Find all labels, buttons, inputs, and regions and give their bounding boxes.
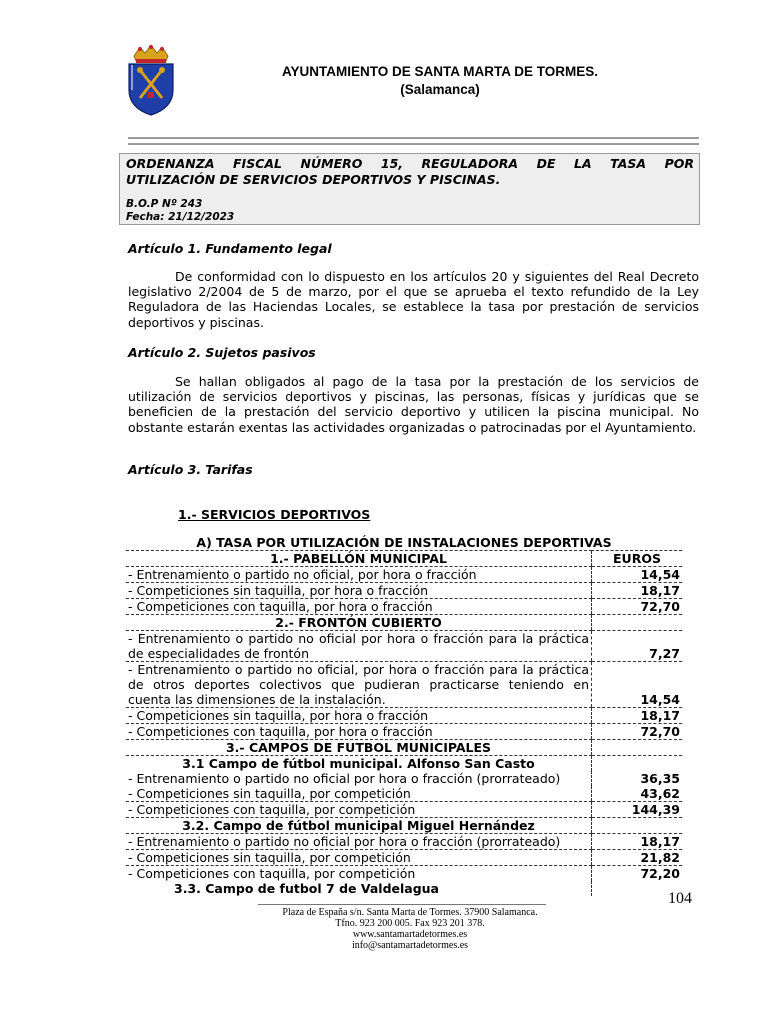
euros-header: EUROS [592, 551, 683, 567]
section-campos: 3.- CAMPOS DE FUTBOL MUNICIPALES [126, 740, 592, 756]
row-label: - Entrenamiento o partido no oficial por hora o fracción (prorrateado) [128, 771, 561, 786]
article-2-heading: Artículo 2. Sujetos pasivos [128, 345, 316, 360]
tariff-title: A) TASA POR UTILIZACIÓN DE INSTALACIONES DEPORTIVAS [126, 535, 682, 551]
row-price: 72,70 [592, 599, 683, 615]
table-row [126, 708, 682, 724]
section-pabellon: 1.- PABELLÓN MUNICIPAL [126, 551, 592, 567]
subsection-3-1: 3.1 Campo de fútbol municipal. Alfonso San Casto [182, 756, 535, 771]
row-label: - Entrenamiento o partido no oficial por hora o fracción para la práctica de especialidades de frontón [126, 631, 592, 662]
row-price: 18,17 [592, 708, 683, 724]
table-row [126, 535, 682, 551]
footer-phone: Tfno. 923 200 005. Fax 923 201 378. [335, 918, 485, 929]
table-row [126, 662, 682, 708]
row-price: 36,35 [592, 771, 683, 786]
row-price: 144,39 [592, 802, 683, 818]
table-row [126, 724, 682, 740]
empty-price [592, 740, 683, 756]
row-price: 18,17 [592, 834, 683, 850]
row-price: 14,54 [592, 662, 683, 708]
row-price: 7,27 [592, 631, 683, 662]
table-row [126, 567, 682, 583]
table-row [126, 756, 682, 772]
table-row [126, 786, 682, 802]
table-row [126, 850, 682, 866]
footer-divider [258, 904, 546, 905]
table-row [126, 740, 682, 756]
page-title: AYUNTAMIENTO DE SANTA MARTA DE TORMES. [281, 64, 598, 79]
empty-price [592, 818, 683, 834]
empty-price [592, 756, 683, 772]
subsection-3-3: 3.3. Campo de futbol 7 de Valdelagua [174, 881, 439, 896]
table-row [126, 881, 682, 896]
row-label: - Competiciones con taquilla, por competición [126, 802, 592, 818]
footer-address: Plaza de España s/n. Santa Marta de Tormes. 37900 Salamanca. [282, 907, 538, 918]
divider [128, 137, 699, 139]
table-row [126, 834, 682, 850]
publication-date: Fecha: 21/12/2023 [126, 211, 235, 223]
ordinance-header-box [119, 153, 700, 225]
article-2-text: Se hallan obligados al pago de la tasa por la prestación de los servicios de utilización de servicios deportivos y piscinas, las personas, físicas y jurídicas que se beneficien de la prestación del servicio deportivo y utilicen la piscina municipal. No obstante estarán exentas las actividades organizadas o patrocinadas por el Ayuntamiento. [128, 374, 699, 435]
subsection-3-2: 3.2. Campo de fútbol municipal Miguel Hernández [126, 818, 592, 834]
row-label: - Entrenamiento o partido no oficial por hora o fracción (prorrateado) [126, 834, 592, 850]
table-row [126, 583, 682, 599]
article-3-heading: Artículo 3. Tarifas [128, 462, 253, 477]
page-subtitle: (Salamanca) [400, 82, 480, 97]
row-label: - Competiciones sin taquilla, por competición [126, 786, 592, 802]
table-row [126, 866, 682, 882]
row-price: 14,54 [592, 567, 683, 583]
coat-of-arms-logo [126, 44, 176, 116]
section-heading: 1.- SERVICIOS DEPORTIVOS [178, 507, 371, 522]
footer-email: info@santamartadetormes.es [351, 940, 469, 951]
row-label: - Competiciones con taquilla, por hora o fracción [126, 724, 592, 740]
row-label: - Competiciones sin taquilla, por hora o fracción [126, 583, 592, 599]
ordinance-title-line1: ORDENANZA FISCAL NÚMERO 15, REGULADORA DE LA TASA POR [126, 156, 694, 171]
page-number: 104 [668, 890, 692, 907]
divider [128, 143, 699, 145]
footer-website: www.santamartadetormes.es [352, 929, 468, 940]
row-label: - Competiciones sin taquilla, por hora o fracción [126, 708, 592, 724]
section-fronton: 2.- FRONTÓN CUBIERTO [126, 615, 592, 631]
row-price: 18,17 [592, 583, 683, 599]
article-1-heading: Artículo 1. Fundamento legal [128, 241, 332, 256]
bop-number: B.O.P Nº 243 [126, 198, 203, 210]
row-price: 72,70 [592, 724, 683, 740]
ordinance-title-line2: UTILIZACIÓN DE SERVICIOS DEPORTIVOS Y PISCINAS. [126, 172, 501, 187]
table-row [126, 599, 682, 615]
table-row [126, 771, 682, 786]
row-label: - Entrenamiento o partido no oficial, por hora o fracción para la práctica de otros deportes colectivos que pudieran practicarse teniendo en cuenta las dimensiones de la instalación. [126, 662, 592, 708]
article-1-text: De conformidad con lo dispuesto en los artículos 20 y siguientes del Real Decreto legislativo 2/2004 de 5 de marzo, por el que se aprueba el texto refundido de la Ley Reguladora de las Haciendas Locales, se establece la tasa por prestación de servicios deportivos y piscinas. [128, 269, 699, 330]
row-price: 72,20 [592, 866, 683, 882]
row-label: - Competiciones sin taquilla, por competición [126, 850, 592, 866]
table-row [126, 551, 682, 567]
row-label: - Competiciones con taquilla, por competición [128, 866, 416, 881]
table-row [126, 631, 682, 662]
table-row [126, 818, 682, 834]
table-row [126, 802, 682, 818]
row-price: 43,62 [592, 786, 683, 802]
tariff-table [126, 535, 682, 896]
row-price: 21,82 [592, 850, 683, 866]
table-row [126, 615, 682, 631]
row-label: - Entrenamiento o partido no oficial, por hora o fracción [126, 567, 592, 583]
row-label: - Competiciones con taquilla, por hora o fracción [126, 599, 592, 615]
empty-price [592, 615, 683, 631]
